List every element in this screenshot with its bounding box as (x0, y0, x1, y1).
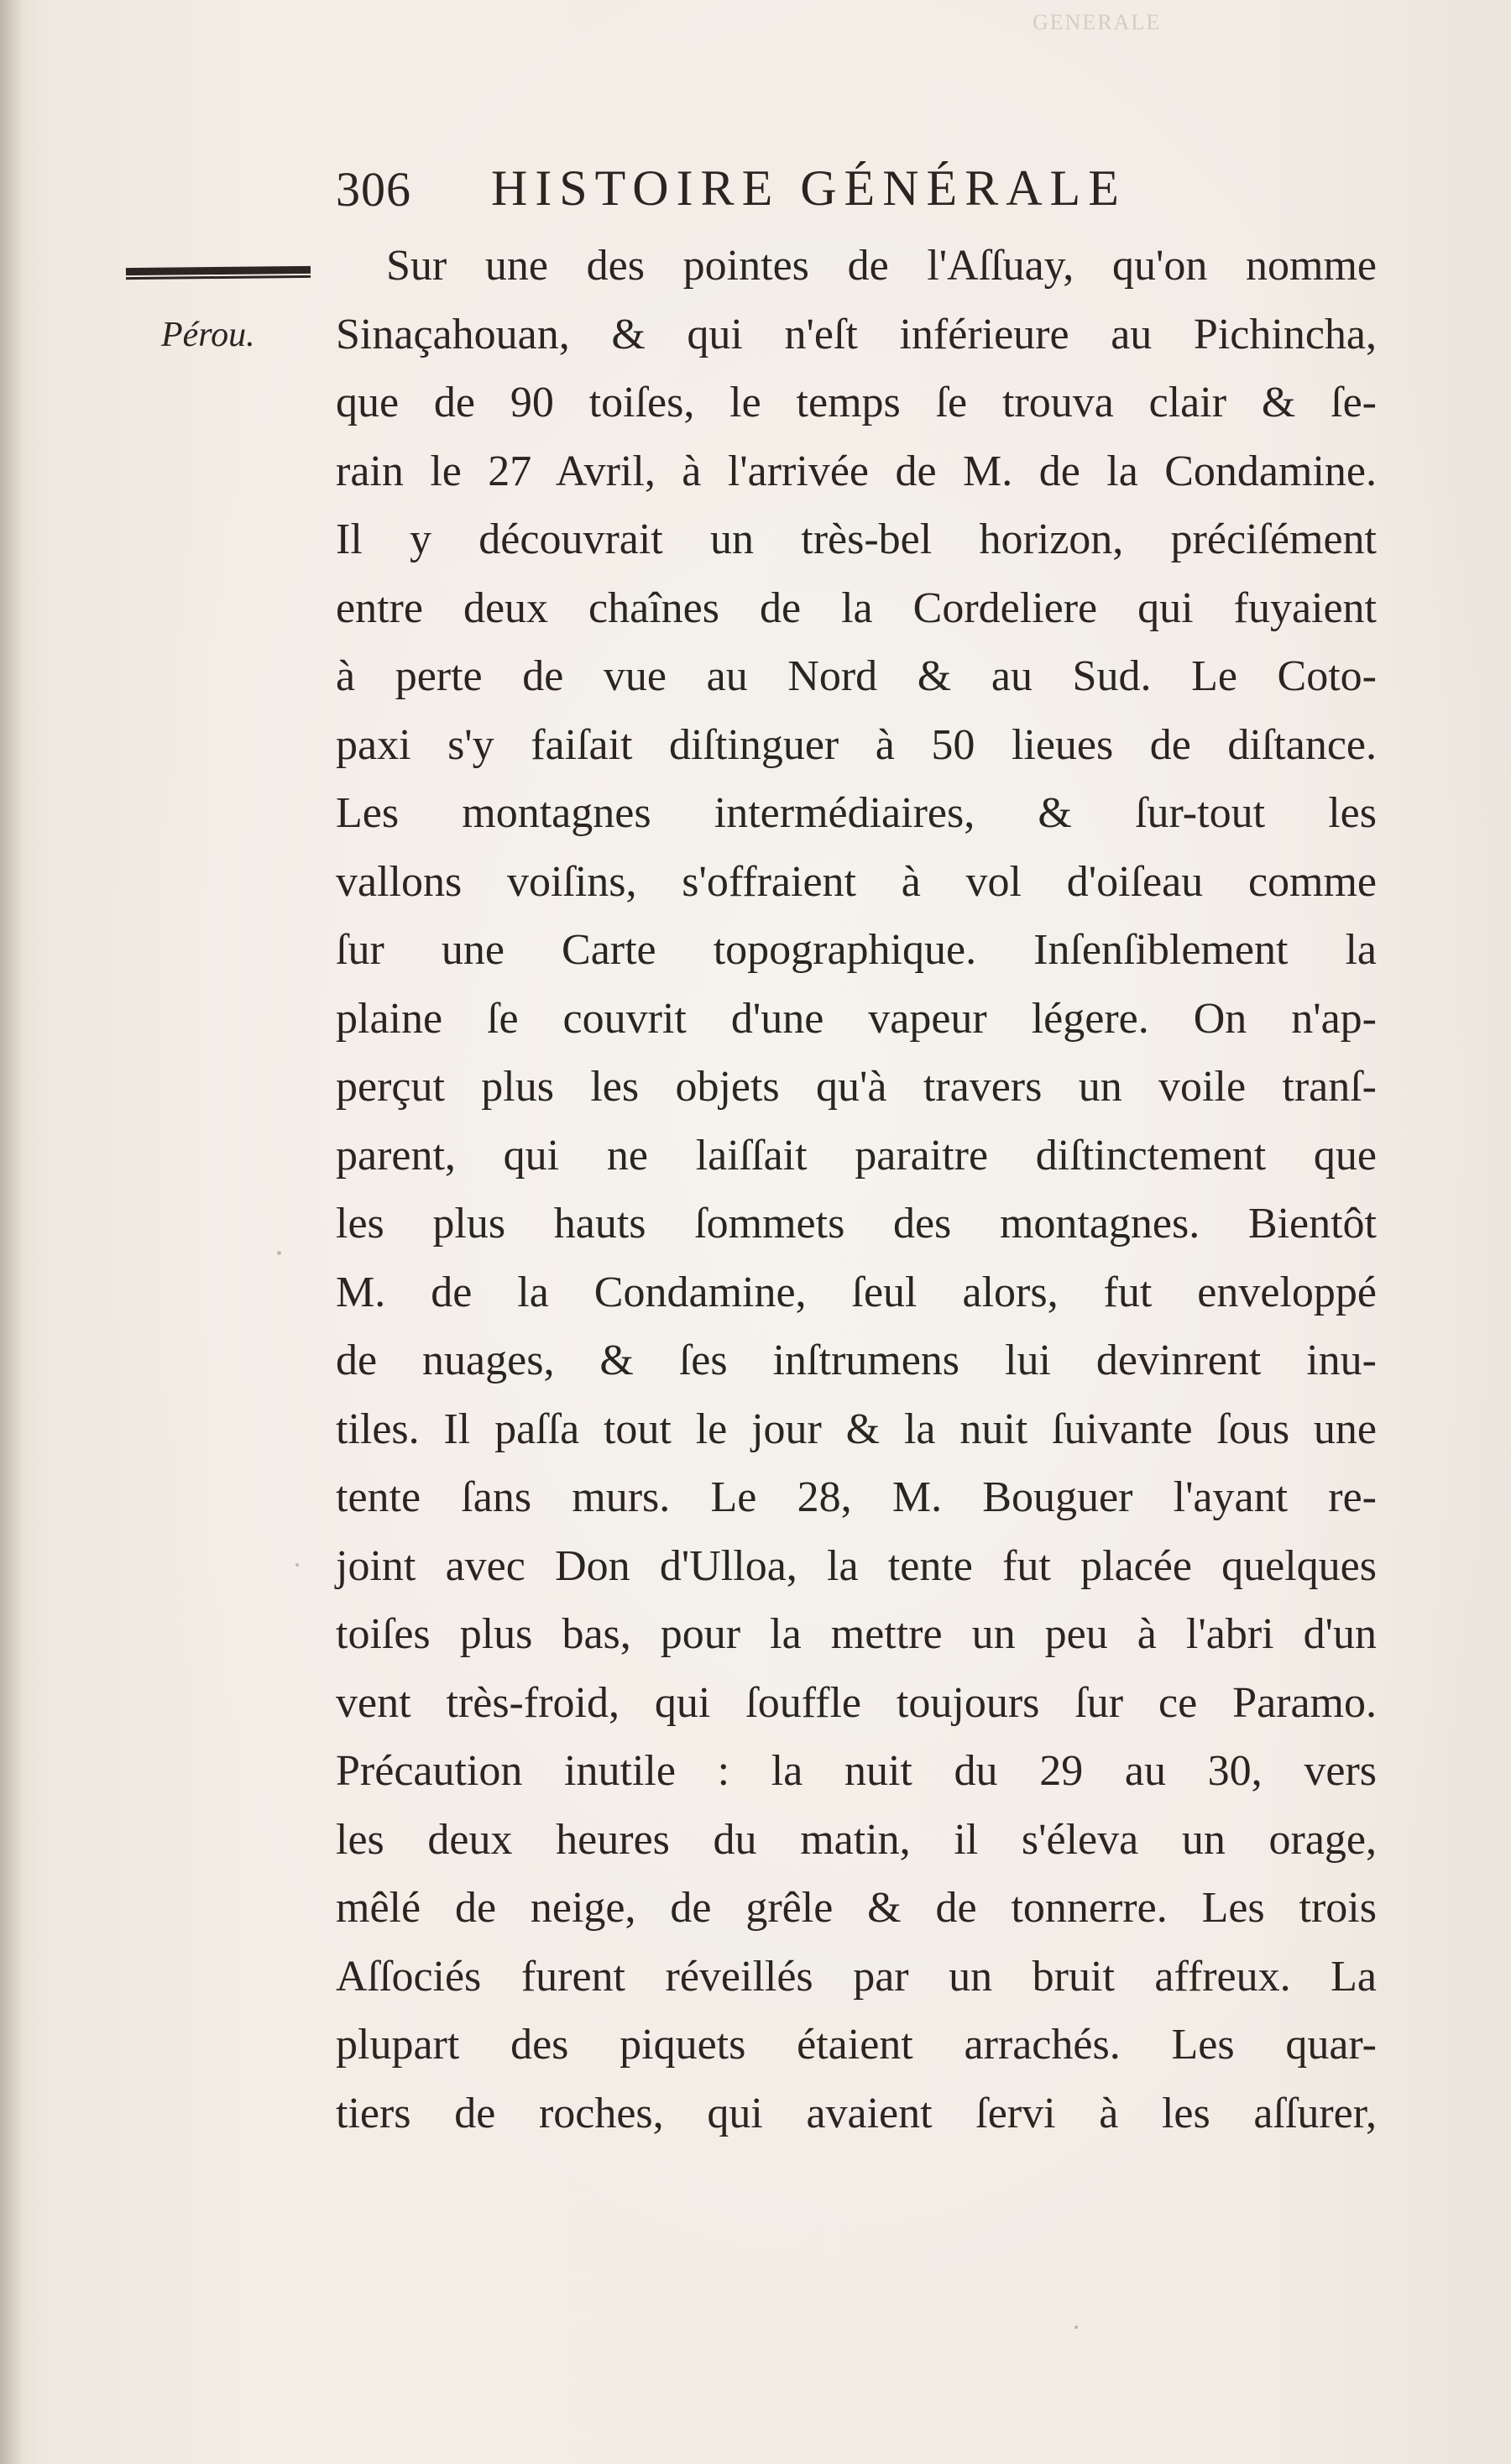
text-line: à perte de vue au Nord & au Sud. Le Coto- (336, 652, 1377, 700)
page-header (336, 156, 1368, 223)
show-through-text: GENERALE (1033, 10, 1162, 34)
text-line: tente ſans murs. Le 28, M. Bouguer l'ayant re- (336, 1473, 1377, 1521)
margin-note: Pérou. (161, 316, 255, 354)
page-number: 306 (336, 162, 411, 217)
text-line: vallons voiſins, s'offraient à vol d'oiſeau comme (336, 857, 1377, 906)
body-text (336, 232, 1377, 2147)
text-line: Sur une des pointes de l'Aſſuay, qu'on nomme (386, 242, 1377, 290)
text-line: joint avec Don d'Ulloa, la tente fut placée quelques (336, 1541, 1377, 1590)
text-line: Précaution inutile : la nuit du 29 au 30, vers (336, 1747, 1377, 1795)
text-line: plupart des piquets étaient arrachés. Les quar- (336, 2021, 1377, 2069)
text-line: toiſes plus bas, pour la mettre un peu à l'abri d'un (336, 1610, 1377, 1658)
text-line: Sinaçahouan, & qui n'eſt inférieure au Pichincha, (336, 310, 1377, 358)
text-line: ſur une Carte topographique. Inſenſiblement la (336, 926, 1377, 974)
margin-rule (126, 266, 311, 280)
text-line: Les montagnes intermédiaires, & ſur-tout les (336, 789, 1377, 837)
text-line: que de 90 toiſes, le temps ſe trouva clair & ſe- (336, 379, 1377, 426)
text-line: Aſſociés furent réveillés par un bruit affreux. La (336, 1952, 1377, 2001)
text-line: vent très-froid, qui ſouffle toujours ſur ce Paramo. (336, 1678, 1377, 1727)
text-line: Il y découvrait un très-bel horizon, préciſément (336, 515, 1377, 563)
paper-speck (1074, 2325, 1078, 2329)
text-line: perçut plus les objets qu'à travers un voile tranſ- (336, 1063, 1377, 1111)
text-line: de nuages, & ſes inſtrumens lui devinrent inu- (336, 1337, 1377, 1384)
text-line: plaine ſe couvrit d'une vapeur légere. On n'ap- (336, 994, 1377, 1043)
text-line: rain le 27 Avril, à l'arrivée de M. de la Condamine. (336, 447, 1377, 495)
text-line: paxi s'y faiſait diſtinguer à 50 lieues de diſtance. (336, 720, 1377, 769)
text-line: les plus hauts ſommets des montagnes. Bientôt (336, 1200, 1377, 1248)
text-line: tiers de roches, qui avaient ſervi à les aſſurer, (336, 2089, 1377, 2137)
text-line: parent, qui ne laiſſait paraitre diſtinctement que (336, 1131, 1377, 1180)
text-line: entre deux chaînes de la Cordeliere qui fuyaient (336, 583, 1377, 632)
text-line: M. de la Condamine, ſeul alors, fut enveloppé (336, 1268, 1377, 1316)
text-line: les deux heures du matin, il s'éleva un orage, (336, 1815, 1377, 1864)
gutter-shadow (0, 0, 24, 2464)
paper-speck (277, 1251, 281, 1255)
text-line: mêlé de neige, de grêle & de tonnerre. Les trois (336, 1884, 1377, 1932)
paper-speck (295, 1563, 299, 1567)
running-title: HISTOIRE GÉNÉRALE (491, 160, 1127, 216)
text-line: tiles. Il paſſa tout le jour & la nuit ſuivante ſous une (336, 1405, 1377, 1453)
